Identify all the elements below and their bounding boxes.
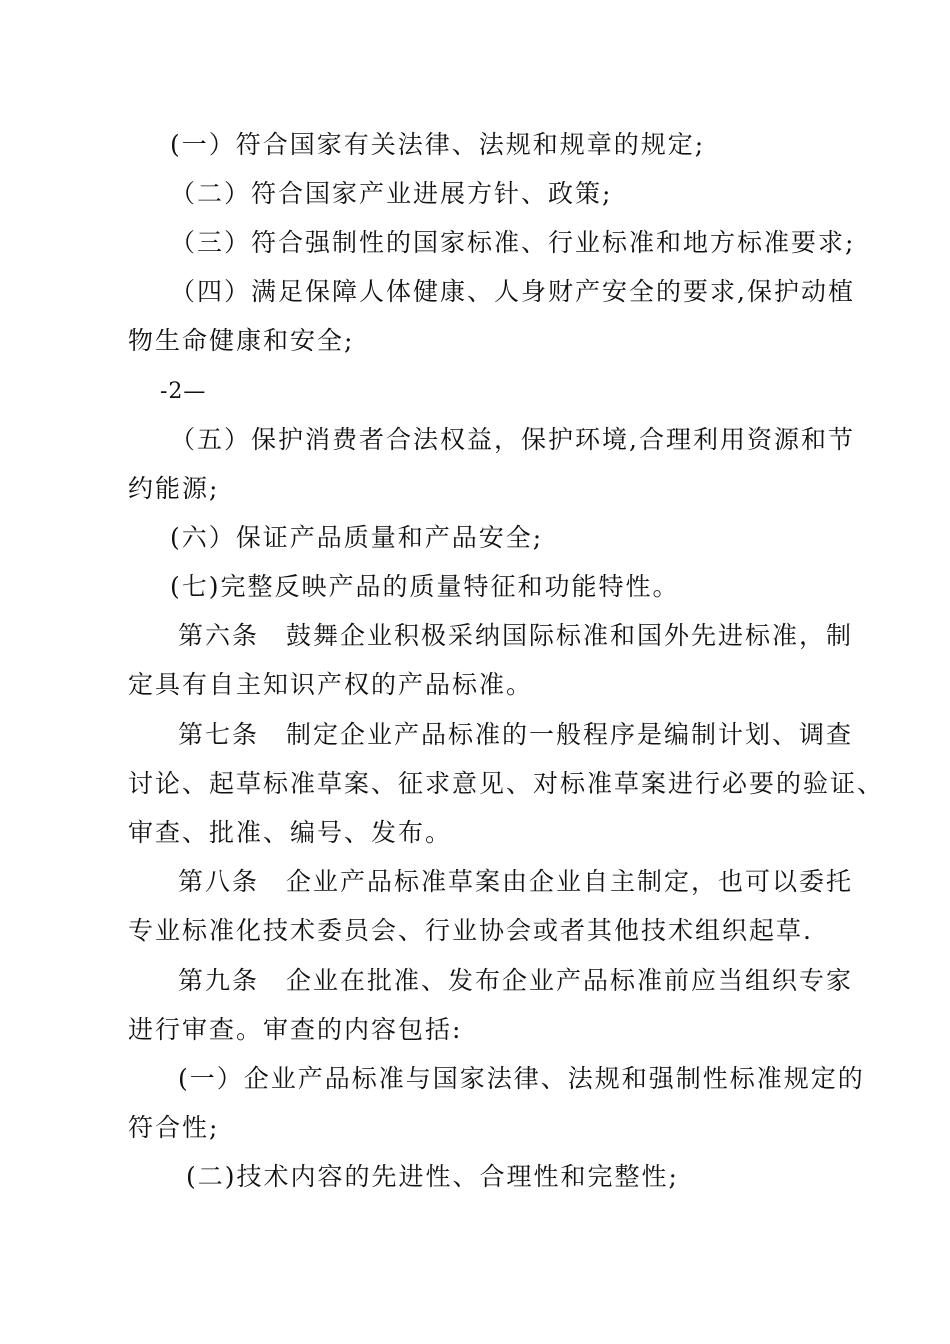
text-line: 定具有自主知识产权的产品标准。 <box>128 670 534 699</box>
text-line: 物生命健康和安全; <box>128 326 355 355</box>
text-line: (七)完整反映产品的质量特征和功能特性。 <box>170 572 680 601</box>
text-line: (一）企业产品标准与国家法律、法规和强制性标准规定的 <box>178 1064 865 1093</box>
text-line: 约能源; <box>128 474 220 503</box>
text-line: （二）符合国家产业进展方针、政策; <box>170 179 613 208</box>
text-line: (一）符合国家有关法律、法规和规章的规定; <box>170 130 706 159</box>
text-line: 第九条 企业在批准、发布企业产品标准前应当组织专家 <box>178 966 854 995</box>
text-line: 第八条 企业产品标准草案由企业自主制定，也可以委托 <box>178 867 854 896</box>
text-line: 进行审查。审查的内容包括: <box>128 1015 463 1044</box>
text-line: （三）符合强制性的国家标准、行业标准和地方标准要求; <box>170 228 856 257</box>
text-line: 符合性; <box>128 1113 220 1142</box>
text-line: 第七条 制定企业产品标准的一般程序是编制计划、调查 <box>178 720 854 749</box>
text-line: （四）满足保障人体健康、人身财产安全的要求,保护动植 <box>170 277 855 306</box>
text-line: （五）保护消费者合法权益，保护环境,合理利用资源和节 <box>170 425 855 454</box>
text-line: (六）保证产品质量和产品安全; <box>170 523 544 552</box>
text-line: 审查、批准、编号、发布。 <box>128 818 453 847</box>
text-line: 讨论、起草标准草案、征求意见、对标准草案进行必要的验证、 <box>128 769 885 798</box>
page-number: -2— <box>160 379 207 404</box>
text-line: 专业标准化技术委员会、行业协会或者其他技术组织起草. <box>128 916 813 945</box>
text-line: (二)技术内容的先进性、合理性和完整性; <box>186 1162 679 1191</box>
text-line: 第六条 鼓舞企业积极采纳国际标准和国外先进标准，制 <box>178 621 854 650</box>
